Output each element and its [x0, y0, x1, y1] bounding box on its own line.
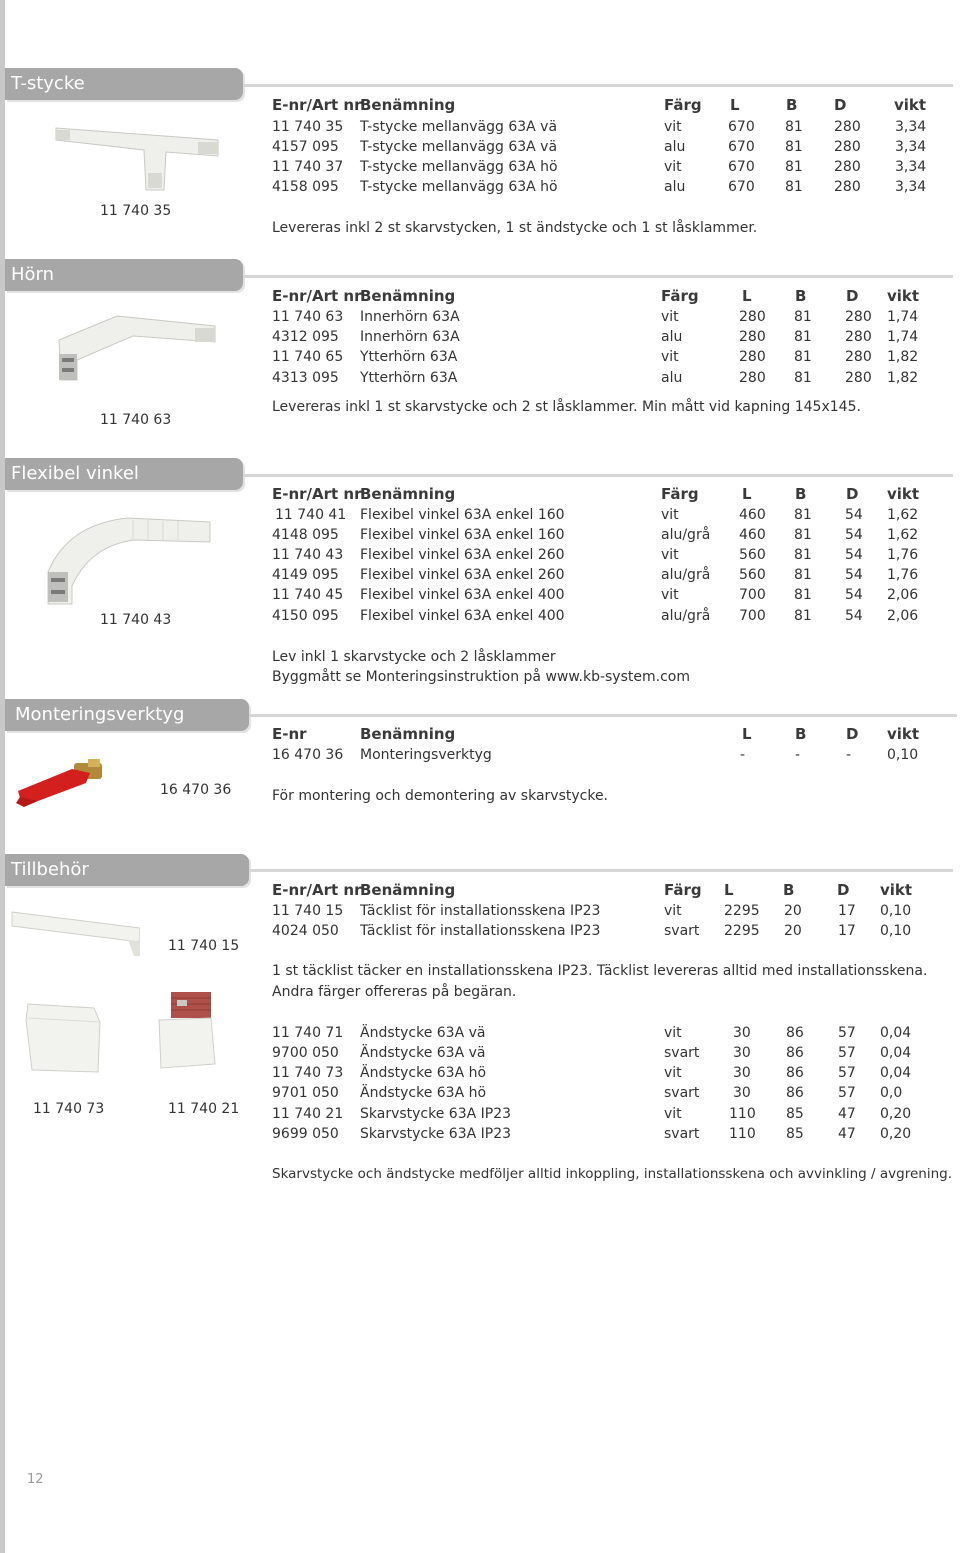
col-header-d: D	[834, 96, 847, 114]
cell-vikt: 1,82	[887, 349, 919, 365]
cell-benamning: Flexibel vinkel 63A enkel 400	[360, 587, 565, 603]
cell-farg: vit	[661, 507, 679, 523]
horn-product-image	[55, 310, 220, 385]
cell-d: 47	[838, 1126, 856, 1142]
cell-farg: alu	[664, 139, 686, 155]
cell-benamning: Flexibel vinkel 63A enkel 260	[360, 567, 565, 583]
cell-d: 57	[838, 1085, 856, 1101]
cell-b: 81	[785, 159, 803, 175]
tillbehor-note-2: Andra färger offereras på begäran.	[272, 984, 517, 1000]
section-divider	[249, 714, 957, 717]
cell-art-nr: 11 740 41	[275, 507, 347, 523]
cell-benamning: Innerhörn 63A	[360, 329, 460, 345]
skarvstycke-product-image	[155, 990, 217, 1072]
cell-d: 280	[834, 179, 861, 195]
cell-l: 30	[733, 1065, 751, 1081]
cell-benamning: Ändstycke 63A vä	[360, 1025, 486, 1041]
cell-farg: vit	[664, 119, 682, 135]
col-header-l: L	[742, 287, 752, 305]
col-header-benamning: Benämning	[360, 881, 456, 899]
monteringsverktyg-image-label: 16 470 36	[160, 782, 232, 798]
cell-vikt: 0,10	[880, 923, 912, 939]
cell-farg: vit	[661, 349, 679, 365]
cell-b: 81	[794, 349, 812, 365]
section-title: T-stycke	[11, 73, 85, 94]
cell-art-nr: 4157 095	[272, 139, 339, 155]
cell-d: 280	[845, 309, 872, 325]
cell-vikt: 1,76	[887, 547, 919, 563]
col-header-farg: Färg	[661, 485, 699, 503]
cell-vikt: 2,06	[887, 608, 919, 624]
cell-b: 86	[786, 1045, 804, 1061]
cell-vikt: 3,34	[895, 119, 927, 135]
section-title: Tillbehör	[11, 859, 89, 880]
cell-l: 2295	[724, 903, 760, 919]
cell-d: 54	[845, 608, 863, 624]
cell-d: 54	[845, 507, 863, 523]
cell-b: 86	[786, 1065, 804, 1081]
col-header-d: D	[837, 881, 850, 899]
cell-vikt: 1,82	[887, 370, 919, 386]
cell-b: 81	[785, 119, 803, 135]
cell-art-nr: 4158 095	[272, 179, 339, 195]
col-header-b: B	[795, 287, 807, 305]
cell-art-nr: 11 740 65	[272, 349, 344, 365]
skarvstycke-image-label: 11 740 21	[168, 1101, 240, 1117]
cell-l: 30	[733, 1045, 751, 1061]
cell-b: 81	[794, 527, 812, 543]
cell-l: 460	[739, 527, 766, 543]
cell-l: 700	[739, 608, 766, 624]
cell-b: 81	[785, 179, 803, 195]
col-header-art-nr: E-nr/Art nr	[272, 96, 362, 114]
section-tab-monteringsverktyg	[5, 699, 249, 731]
cell-art-nr: 11 740 71	[272, 1025, 344, 1041]
t-stycke-product-image	[48, 118, 223, 193]
cell-l: 280	[739, 349, 766, 365]
cell-b: 86	[786, 1085, 804, 1101]
col-header-l: L	[724, 881, 734, 899]
col-header-vikt: vikt	[894, 96, 927, 114]
cell-vikt: 3,34	[895, 159, 927, 175]
cell-farg: vit	[664, 1106, 682, 1122]
cell-benamning: Ändstycke 63A vä	[360, 1045, 486, 1061]
col-header-b: B	[795, 725, 807, 743]
cell-d: -	[846, 747, 852, 763]
cell-benamning: Monteringsverktyg	[360, 747, 492, 763]
col-header-b: B	[795, 485, 807, 503]
cell-benamning: Ändstycke 63A hö	[360, 1085, 487, 1101]
cell-d: 280	[845, 329, 872, 345]
flexibel-vinkel-image-label: 11 740 43	[100, 612, 172, 628]
cell-b: 85	[786, 1126, 804, 1142]
cell-d: 17	[838, 923, 856, 939]
cell-d: 17	[838, 903, 856, 919]
col-header-farg: Färg	[664, 881, 702, 899]
col-header-d: D	[846, 485, 859, 503]
cell-vikt: 1,74	[887, 329, 919, 345]
cell-l: 560	[739, 567, 766, 583]
cell-b: 81	[794, 370, 812, 386]
cell-farg: alu	[661, 329, 683, 345]
cell-vikt: 3,34	[895, 179, 927, 195]
cell-l: 670	[728, 139, 755, 155]
tillbehor-note-3: Skarvstycke och ändstycke medföljer alltid inkoppling, installationsskena och avvinkling / avgrening.	[272, 1166, 952, 1182]
section-title: Hörn	[11, 264, 55, 285]
cell-b: 81	[794, 567, 812, 583]
cell-benamning: Täcklist för installationsskena IP23	[360, 903, 601, 919]
cell-b: 81	[794, 329, 812, 345]
cell-art-nr: 4313 095	[272, 370, 339, 386]
cell-benamning: Ytterhörn 63A	[360, 349, 458, 365]
cell-art-nr: 11 740 37	[272, 159, 344, 175]
cell-d: 54	[845, 527, 863, 543]
cell-d: 54	[845, 547, 863, 563]
col-header-l: L	[730, 96, 740, 114]
cell-benamning: Flexibel vinkel 63A enkel 400	[360, 608, 565, 624]
horn-image-label: 11 740 63	[100, 412, 172, 428]
flexibel-vinkel-note-2: Byggmått se Monteringsinstruktion på www.kb-system.com	[272, 669, 690, 685]
section-divider	[243, 474, 953, 477]
page-number: 12	[27, 1472, 44, 1487]
cell-farg: vit	[661, 587, 679, 603]
tacklist-product-image	[10, 908, 140, 958]
col-header-vikt: vikt	[887, 725, 920, 743]
cell-b: 20	[784, 903, 802, 919]
col-header-d: D	[846, 287, 859, 305]
cell-farg: svart	[664, 923, 700, 939]
cell-farg: alu	[664, 179, 686, 195]
section-divider	[243, 275, 953, 278]
cell-farg: vit	[664, 1065, 682, 1081]
section-title: Monteringsverktyg	[15, 704, 185, 725]
cell-d: 280	[845, 370, 872, 386]
cell-b: 81	[794, 507, 812, 523]
cell-art-nr: 9700 050	[272, 1045, 339, 1061]
col-header-benamning: Benämning	[360, 287, 456, 305]
section-tab-t-stycke	[5, 68, 243, 100]
cell-farg: alu/grå	[661, 608, 711, 624]
col-header-vikt: vikt	[887, 485, 920, 503]
cell-benamning: Skarvstycke 63A IP23	[360, 1126, 512, 1142]
cell-benamning: Innerhörn 63A	[360, 309, 460, 325]
cell-vikt: 1,74	[887, 309, 919, 325]
andstycke-image-label: 11 740 73	[33, 1101, 105, 1117]
cell-vikt: 1,62	[887, 527, 919, 543]
cell-l: 110	[729, 1106, 756, 1122]
cell-b: -	[795, 747, 801, 763]
cell-farg: vit	[661, 309, 679, 325]
cell-vikt: 0,0	[880, 1085, 903, 1101]
cell-benamning: Skarvstycke 63A IP23	[360, 1106, 512, 1122]
t-stycke-note: Levereras inkl 2 st skarvstycken, 1 st ändstycke och 1 st låsklammer.	[272, 220, 758, 236]
cell-vikt: 0,10	[880, 903, 912, 919]
col-header-farg: Färg	[661, 287, 699, 305]
col-header-benamning: Benämning	[360, 485, 456, 503]
cell-vikt: 0,20	[880, 1106, 912, 1122]
section-divider	[243, 84, 953, 87]
cell-benamning: Ytterhörn 63A	[360, 370, 458, 386]
cell-art-nr: 4149 095	[272, 567, 339, 583]
cell-art-nr: 4312 095	[272, 329, 339, 345]
horn-note: Levereras inkl 1 st skarvstycke och 2 st låsklammer. Min mått vid kapning 145x145.	[272, 399, 861, 415]
cell-benamning: Ändstycke 63A hö	[360, 1065, 487, 1081]
cell-farg: svart	[664, 1126, 700, 1142]
cell-vikt: 0,04	[880, 1025, 912, 1041]
cell-vikt: 2,06	[887, 587, 919, 603]
page-left-bar	[0, 0, 5, 1553]
flexibel-vinkel-product-image	[38, 512, 218, 612]
cell-farg: vit	[664, 159, 682, 175]
col-header-benamning: Benämning	[360, 725, 456, 743]
col-header-benamning: Benämning	[360, 96, 456, 114]
cell-benamning: Flexibel vinkel 63A enkel 260	[360, 547, 565, 563]
col-header-l: L	[742, 485, 752, 503]
cell-b: 81	[794, 608, 812, 624]
cell-vikt: 0,04	[880, 1065, 912, 1081]
section-tab-horn	[5, 259, 243, 291]
cell-vikt: 1,62	[887, 507, 919, 523]
t-stycke-image-label: 11 740 35	[100, 203, 172, 219]
cell-b: 81	[794, 309, 812, 325]
cell-art-nr: 11 740 21	[272, 1106, 344, 1122]
cell-art-nr: 11 740 45	[272, 587, 344, 603]
cell-benamning: T-stycke mellanvägg 63A vä	[360, 139, 558, 155]
cell-benamning: T-stycke mellanvägg 63A vä	[360, 119, 558, 135]
cell-l: 670	[728, 159, 755, 175]
cell-vikt: 1,76	[887, 567, 919, 583]
cell-art-nr: 11 740 35	[272, 119, 344, 135]
cell-d: 57	[838, 1045, 856, 1061]
cell-art-nr: 4148 095	[272, 527, 339, 543]
cell-d: 54	[845, 587, 863, 603]
col-header-art-nr: E-nr/Art nr	[272, 485, 362, 503]
cell-benamning: Flexibel vinkel 63A enkel 160	[360, 507, 565, 523]
cell-b: 81	[794, 547, 812, 563]
cell-farg: svart	[664, 1045, 700, 1061]
cell-art-nr: 11 740 43	[272, 547, 344, 563]
cell-farg: alu	[661, 370, 683, 386]
cell-art-nr: 11 740 63	[272, 309, 344, 325]
tillbehor-note-1: 1 st täcklist täcker en installationsskena IP23. Täcklist levereras alltid med installationsskena.	[272, 963, 928, 979]
cell-benamning: Flexibel vinkel 63A enkel 160	[360, 527, 565, 543]
cell-l: 700	[739, 587, 766, 603]
section-divider	[249, 869, 953, 872]
section-tab-tillbehor	[5, 854, 249, 886]
cell-farg: vit	[661, 547, 679, 563]
cell-l: 670	[728, 179, 755, 195]
col-header-vikt: vikt	[887, 287, 920, 305]
cell-benamning: T-stycke mellanvägg 63A hö	[360, 159, 558, 175]
cell-farg: vit	[664, 903, 682, 919]
cell-vikt: 3,34	[895, 139, 927, 155]
cell-e-nr: 16 470 36	[272, 747, 344, 763]
cell-farg: alu/grå	[661, 567, 711, 583]
cell-art-nr: 9699 050	[272, 1126, 339, 1142]
cell-vikt: 0,04	[880, 1045, 912, 1061]
cell-l: 30	[733, 1085, 751, 1101]
col-header-l: L	[742, 725, 752, 743]
cell-l: 110	[729, 1126, 756, 1142]
cell-benamning: T-stycke mellanvägg 63A hö	[360, 179, 558, 195]
cell-l: 30	[733, 1025, 751, 1041]
section-title: Flexibel vinkel	[11, 463, 139, 484]
col-header-vikt: vikt	[880, 881, 913, 899]
cell-l: 460	[739, 507, 766, 523]
cell-d: 280	[834, 139, 861, 155]
monteringsverktyg-note: För montering och demontering av skarvstycke.	[272, 788, 609, 804]
cell-b: 86	[786, 1025, 804, 1041]
col-header-farg: Färg	[664, 96, 702, 114]
col-header-b: B	[786, 96, 798, 114]
cell-art-nr: 4024 050	[272, 923, 339, 939]
cell-l: 280	[739, 309, 766, 325]
cell-art-nr: 4150 095	[272, 608, 339, 624]
section-tab-flexibel-vinkel	[5, 458, 243, 490]
cell-l: 280	[739, 329, 766, 345]
cell-d: 54	[845, 567, 863, 583]
cell-vikt: 0,10	[887, 747, 919, 763]
cell-d: 280	[845, 349, 872, 365]
cell-l: 670	[728, 119, 755, 135]
cell-art-nr: 11 740 73	[272, 1065, 344, 1081]
cell-l: 2295	[724, 923, 760, 939]
flexibel-vinkel-note-1: Lev inkl 1 skarvstycke och 2 låsklammer	[272, 649, 556, 665]
cell-l: 560	[739, 547, 766, 563]
col-header-b: B	[783, 881, 795, 899]
cell-b: 81	[785, 139, 803, 155]
cell-d: 47	[838, 1106, 856, 1122]
cell-farg: vit	[664, 1025, 682, 1041]
cell-art-nr: 11 740 15	[272, 903, 344, 919]
cell-benamning: Täcklist för installationsskena IP23	[360, 923, 601, 939]
cell-d: 57	[838, 1025, 856, 1041]
col-header-d: D	[846, 725, 859, 743]
col-header-art-nr: E-nr/Art nr	[272, 287, 362, 305]
cell-d: 57	[838, 1065, 856, 1081]
col-header-e-nr: E-nr	[272, 725, 307, 743]
cell-b: 81	[794, 587, 812, 603]
cell-d: 280	[834, 119, 861, 135]
cell-farg: alu/grå	[661, 527, 711, 543]
monteringsverktyg-product-image	[14, 757, 114, 809]
cell-l: 280	[739, 370, 766, 386]
cell-vikt: 0,20	[880, 1126, 912, 1142]
cell-d: 280	[834, 159, 861, 175]
cell-b: 20	[784, 923, 802, 939]
cell-art-nr: 9701 050	[272, 1085, 339, 1101]
col-header-art-nr: E-nr/Art nr	[272, 881, 362, 899]
cell-b: 85	[786, 1106, 804, 1122]
andstycke-product-image	[24, 1000, 104, 1075]
tacklist-image-label: 11 740 15	[168, 938, 240, 954]
cell-l: -	[740, 747, 746, 763]
cell-farg: svart	[664, 1085, 700, 1101]
